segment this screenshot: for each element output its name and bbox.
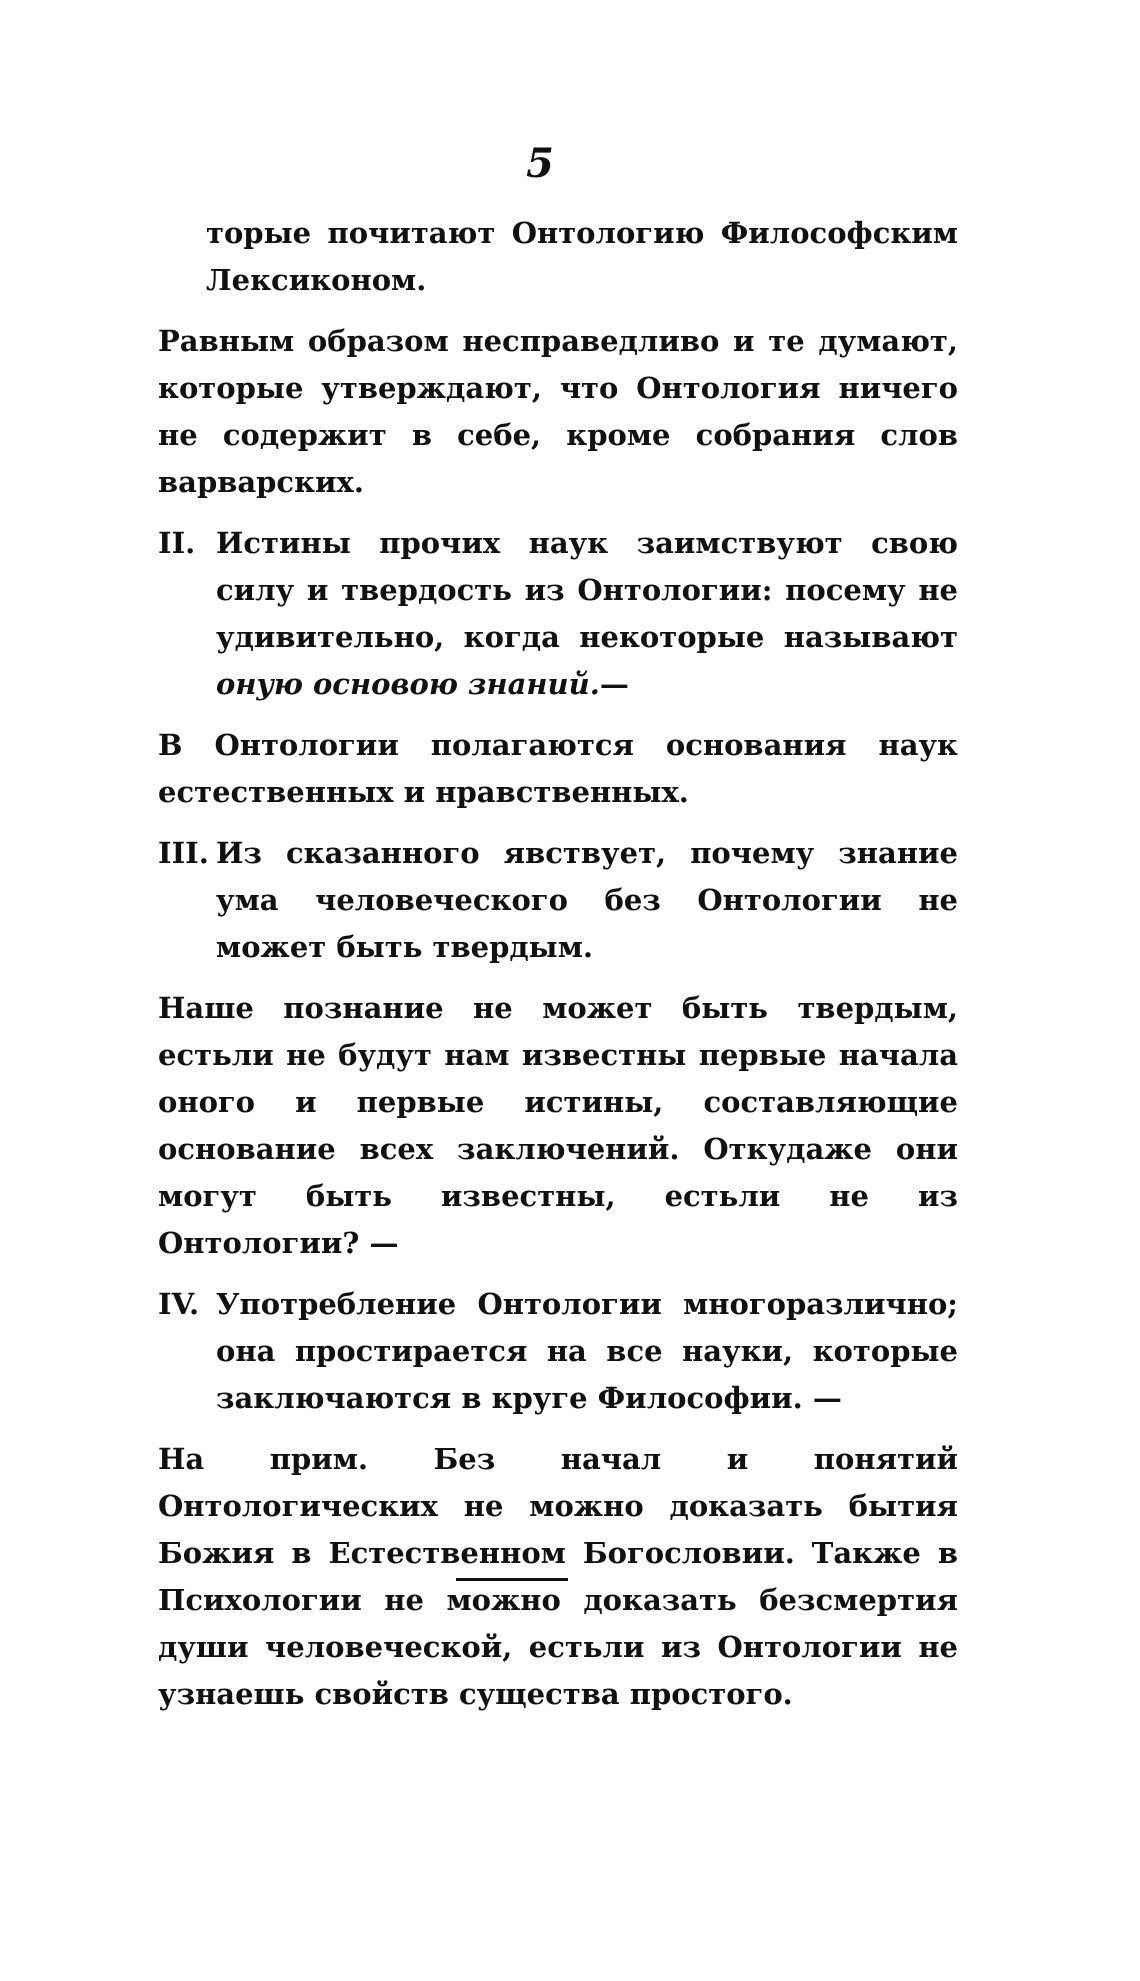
thesis-number: IV.: [158, 1287, 200, 1321]
page-number: 5: [526, 140, 554, 187]
thesis-3: [158, 830, 958, 971]
thesis-dash: —: [599, 667, 629, 701]
thesis-text-plain: Истины прочих наук заимствуют свою силу и твердость из Онтологии: посему не удивительно, когда некоторые называют: [216, 526, 958, 654]
thesis-4: [158, 1281, 958, 1422]
page-body: [158, 210, 958, 1732]
paragraph: В Онтологии полагаются основания наук естественных и нравственных.: [158, 728, 958, 809]
thesis-text: [216, 520, 958, 708]
paragraph: Равным образом несправедливо и те думают, которые утверждают, что Онтология ничего не содержит в себе, кроме собрания слов варварских.: [158, 324, 958, 499]
thesis-number: II.: [158, 526, 196, 560]
thesis-number: III.: [158, 836, 209, 870]
thesis-text: Употребление Онтологии многоразлично; она простирается на все науки, которые заключаются в круге Философии. —: [216, 1287, 958, 1415]
section-rule: [456, 1578, 568, 1581]
thesis-text-emphasis: оную основою знаний.: [216, 667, 600, 701]
paragraph: Наше познание не может быть твердым, естьли не будут нам известны первые начала оного и первые истины, составляющие основание всех заключений. Откудаже они могут быть известны, естьли не из Онтологии? —: [158, 991, 958, 1260]
thesis-text: Из сказанного явствует, почему знание ума человеческого без Онтологии не может быть твердым.: [216, 836, 958, 964]
paragraph: На прим. Без начал и понятий Онтологических не можно доказать бытия Божия в Естественном Богословии. Также в Психологии не можно доказать безсмертия души человеческой, естьли из Онтологии не узнаешь свойств существа простого.: [158, 1442, 958, 1711]
paragraph-continuation: торые почитают Онтологию Философским Лексиконом.: [206, 216, 958, 297]
thesis-2: [158, 520, 958, 708]
